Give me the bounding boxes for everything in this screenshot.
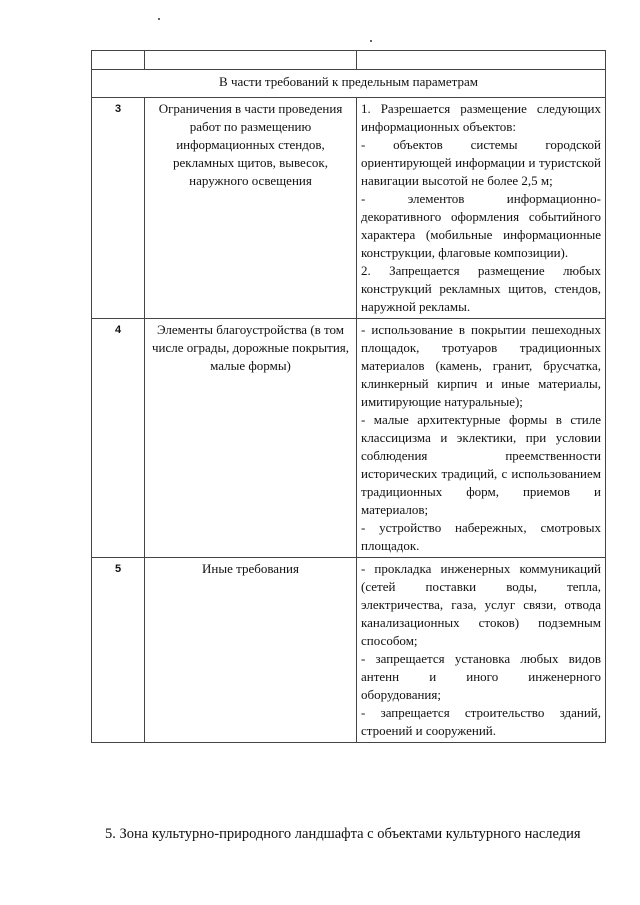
table-cell: [357, 51, 606, 70]
row-requirements: [357, 319, 606, 558]
requirement-paragraph: 2. Запрещается размещение любых конструкций рекламных щитов, стендов, наружной рекламы.: [361, 263, 601, 314]
table-top-row: [92, 51, 606, 70]
zone-heading: 5. Зона культурно-природного ландшафта с объектами культурного наследия: [105, 826, 581, 842]
table-cell: [92, 51, 145, 70]
row-name: Иные требования: [145, 558, 357, 743]
requirement-paragraph: - элементов информационно-декоративного оформления событийного характера (мобильные информационные конструкции, флаговые композиции).: [361, 191, 601, 260]
requirement-paragraph: - объектов системы городской ориентирующей информации и туристской навигации высотой не более 2,5 м;: [361, 137, 601, 188]
row-name: Элементы благоустройства (в том числе ограды, дорожные покрытия, малые формы): [145, 319, 357, 558]
requirements-table: [91, 50, 606, 743]
table-row: [92, 98, 606, 319]
requirement-paragraph: - прокладка инженерных коммуникаций (сетей поставки воды, тепла, электричества, газа, услуг связи, отвода канализационных стоков) подземным способом;: [361, 561, 601, 648]
requirement-paragraph: - устройство набережных, смотровых площадок.: [361, 520, 601, 553]
row-number: 5: [92, 558, 145, 743]
table-row: [92, 319, 606, 558]
section-header: В части требований к предельным параметрам: [92, 70, 606, 98]
row-number: 4: [92, 319, 145, 558]
row-requirements: [357, 558, 606, 743]
requirement-paragraph: - малые архитектурные формы в стиле классицизма и эклектики, при условии соблюдения преемственности исторических традиций, с использованием традиционных форм, приемов и материалов;: [361, 412, 601, 517]
section-header-row: [92, 70, 606, 98]
requirement-paragraph: - запрещается установка любых видов антенн и иного инженерного оборудования;: [361, 651, 601, 702]
requirement-paragraph: - запрещается строительство зданий, строений и сооружений.: [361, 705, 601, 738]
row-name: Ограничения в части проведения работ по размещению информационных стендов, рекламных щитов, вывесок, наружного освещения: [145, 98, 357, 319]
scan-speck: [158, 18, 160, 20]
requirement-paragraph: - использование в покрытии пешеходных площадок, тротуаров традиционных материалов (камень, гранит, брусчатка, клинкерный кирпич и иные материалы, имитирующие натуральные);: [361, 322, 601, 409]
requirement-paragraph: 1. Разрешается размещение следующих информационных объектов:: [361, 101, 601, 134]
table-cell: [145, 51, 357, 70]
row-requirements: [357, 98, 606, 319]
table-row: [92, 558, 606, 743]
scan-speck: [370, 40, 372, 42]
row-number: 3: [92, 98, 145, 319]
